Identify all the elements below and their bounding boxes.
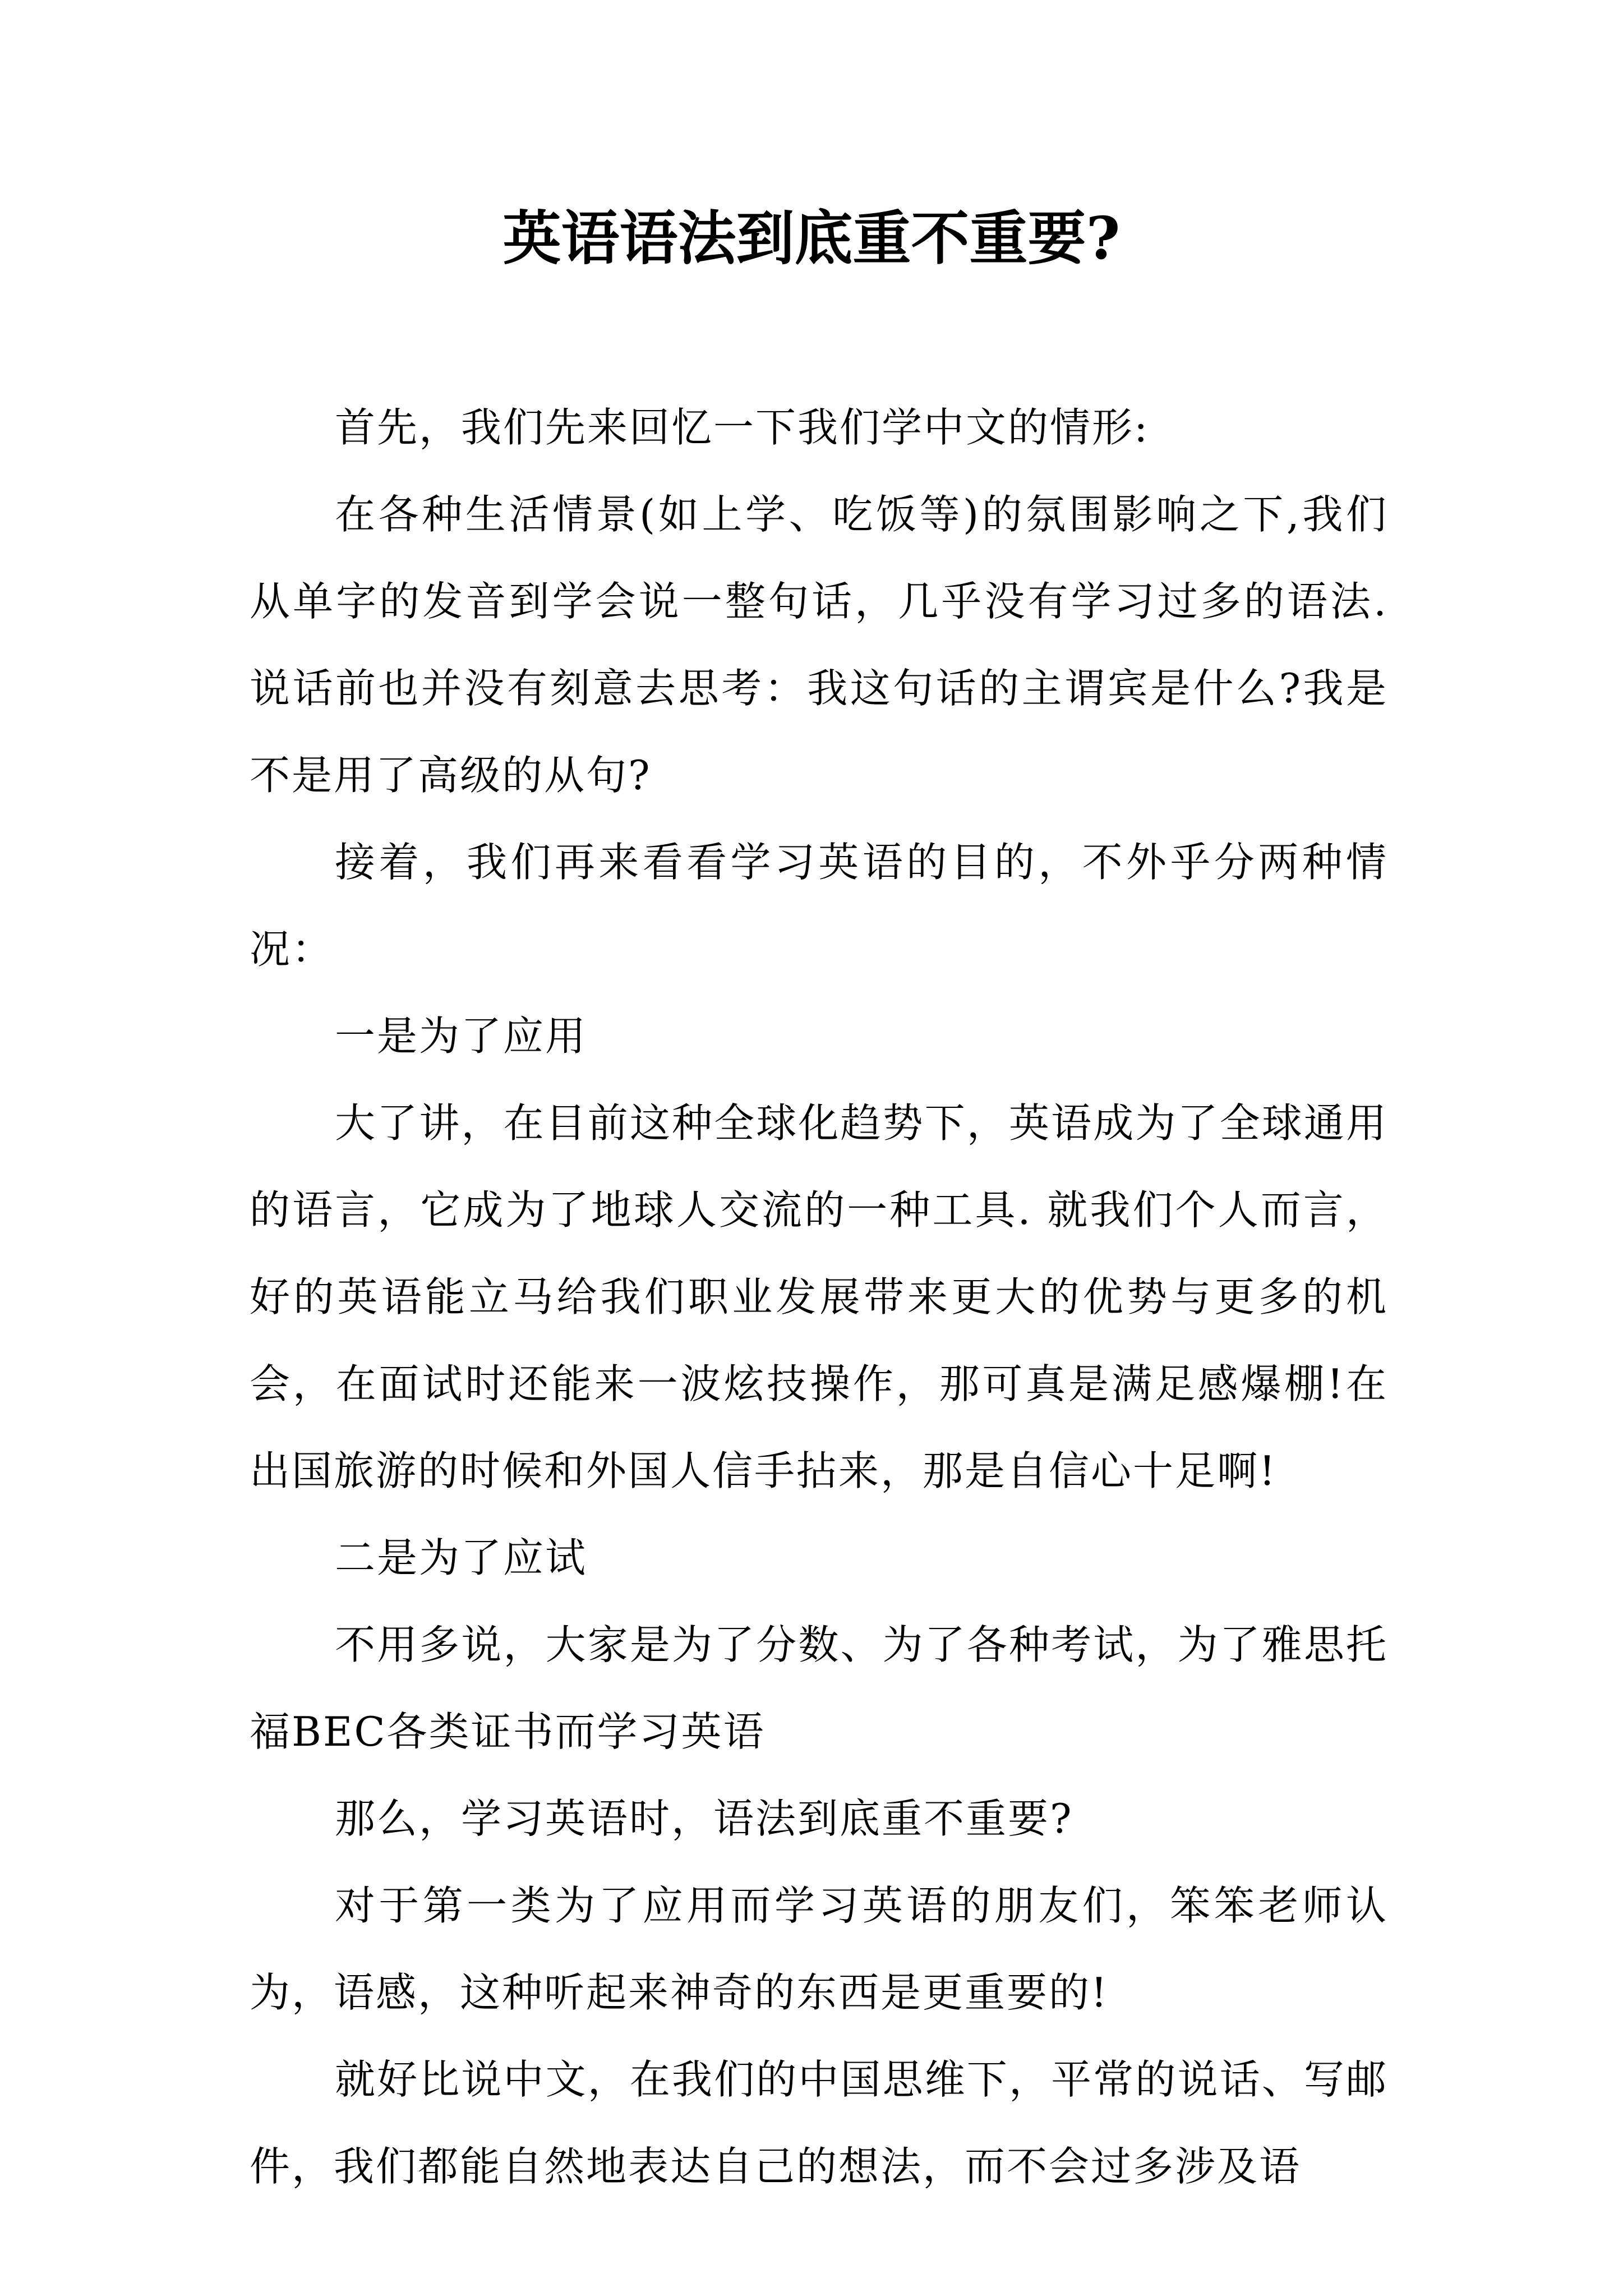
paragraph-life-scenes: 在各种生活情景(如上学、吃饭等)的氛围影响之下,我们从单字的发音到学会说一整句话，几乎没有学习过多的语法. 说话前也并没有刻意去思考：我这句话的主谓宾是什么?我是不是用了高级的从句? (250, 491, 1388, 799)
document-title: 英语语法到底重不重要? (502, 204, 1121, 273)
paragraph-purpose-application: 一是为了应用 (335, 1013, 588, 1060)
paragraph-learning-purpose: 接着，我们再来看看学习英语的目的，不外乎分两种情况： (250, 839, 1388, 973)
paragraph-chinese-analogy: 就好比说中文，在我们的中国思维下，平常的说话、写邮件，我们都能自然地表达自己的想法，而不会过多涉及语 (250, 2056, 1388, 2190)
paragraph-grammar-question: 那么，学习英语时，语法到底重不重要? (335, 1795, 1073, 1842)
paragraph-globalization: 大了讲，在目前这种全球化趋势下，英语成为了全球通用的语言，它成为了地球人交流的一种工具. 就我们个人而言，好的英语能立马给我们职业发展带来更大的优势与更多的机会，在面试时还能来一波炫技操作，那可真是满足感爆棚!在出国旅游的时候和外国人信手拈来，那是自信心十足啊! (250, 1099, 1388, 1494)
paragraph-recall-chinese: 首先，我们先来回忆一下我们学中文的情形: (335, 404, 1150, 451)
paragraph-exam-scores: 不用多说，大家是为了分数、为了各种考试，为了雅思托福BEC各类证书而学习英语 (250, 1621, 1388, 1755)
paragraph-purpose-exam: 二是为了应试 (335, 1534, 588, 1581)
paragraph-language-sense: 对于第一类为了应用而学习英语的朋友们，笨笨老师认为，语感，这种听起来神奇的东西是更重要的! (250, 1882, 1388, 2016)
document-body (250, 384, 1388, 2210)
